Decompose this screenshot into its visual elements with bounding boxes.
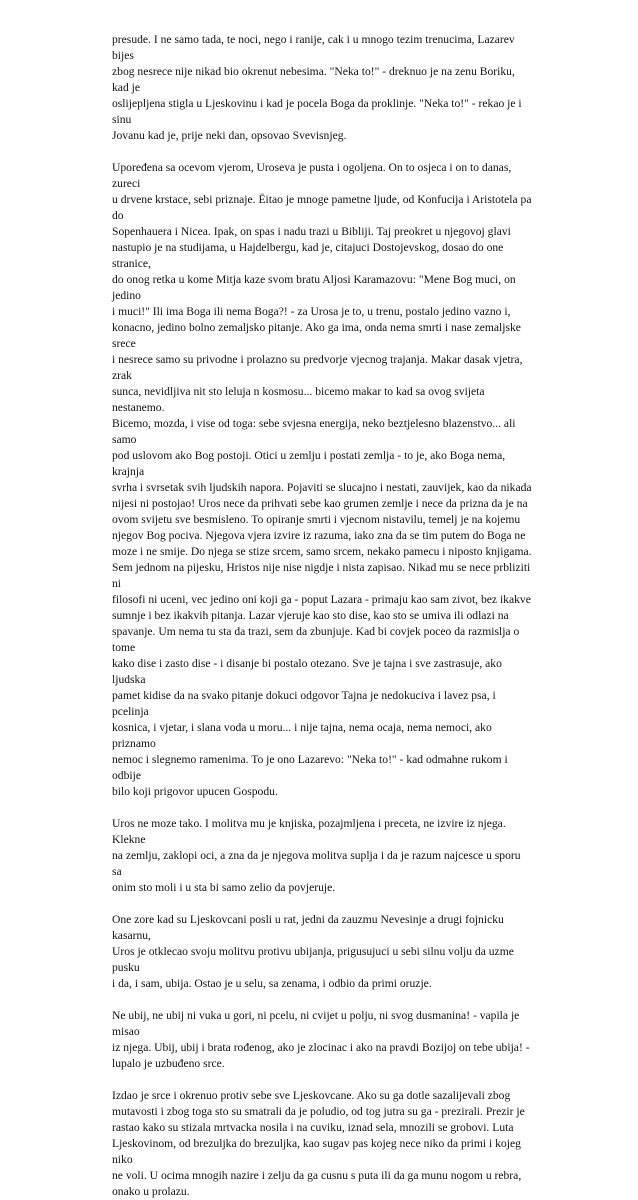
paragraph: Upoređena sa ocevom vjerom, Uroseva je pusta i ogoljena. On to osjeca i on to danas, zureci u drvene krstace, sebi priznaje. Ëitao je mnoge pametne ljude, od Konfucija i Aristotela pa do Sopenhauera i Nicea. Ipak, on spas i nadu trazi u Bibliji. Taj preokret u njegovoj glavi nastupio je na studijama, u Hajdelbergu, kad je, citajuci Dostojevskog, dosao do one stranice, do onog retka u kome Mitja kaze svom bratu Aljosi Karamazovu: "Mene Bog muci, on jedino i muci!" Ili ima Boga ili nema Boga?! - za Urosa je to, u trenu, postalo jedino vazno i, konacno, jedino bolno zemaljsko pitanje. Ako ga ima, onda nema smrti i nase zemaljske srece i nesrece samo su privodne i prolazno su predvorje vjecnog trajanja. Makar dasak vjetra, zrak sunca, nevidljiva nit sto leluja n kosmosu... bicemo makar to kad sa ovog svijeta nestanemo. Bicemo, mozda, i vise od toga: sebe svjesna energija, neko beztjelesno blazenstvo... ali samo pod uslovom ako Bog postoji. Otici u zemlju i postati zemlja - to je, ako Boga nema, krajnja svrha i svrsetak svih ljudskih napora. Pojaviti se slucajno i nestati, zauvijek, kao da nikada nijesi ni postojao! Uros nece da prihvati sebe kao grumen zemlje i nece da prizna da je na ovom svijetu sve besmisleno. To opiranje smrti i vjecnom nistavilu, temelj je na kojemu njegov Bog pociva. Njegova vjera izvire iz razuma, iako zna da se tim putem do Boga ne moze i ne smije. Do njega se stize srcem, samo srcem, nekako pamecu i niposto knjigama. Sem jednom na pijesku, Hristos nije nise nigdje i nista zapisao. Nikad mu se nece prbliziti ni filosofi ni uceni, vec jedino oni koji ga - poput Lazara - primaju kao sam zivot, bez ikakve sumnje i bez ikakvih pitanja. Lazar vjeruje kao sto dise, kao sto se umiva ili odlazi na spavanje. Um nema tu sta da trazi, sem da zbunjuje. Kad bi covjek poceo da razmislja o tome kako dise i zasto dise - i disanje bi postalo otezano. Sve je tajna i sve zastrasuje, ako ljudska pamet kidise da na svako pitanje dokuci odgovor Tajna je nedokuciva i lavez psa, i pcelinja kosnica, i vjetar, i slana voda u moru... i nije tajna, nema ocaja, nema nemoci, ako priznamo nemoc i slegnemo ramenima. To je ono Lazarevo: "Neka to!" - kad odmahne rukom i odbije bilo koji prigovor upucen Gospodu. (112, 161, 532, 798)
paragraph: One zore kad su Ljeskovcani posli u rat, jedni da zauzmu Nevesinje a drugi fojnicku kasarnu, Uros je otklecao svoju molitvu protivu ubijanja, prigusujuci u sebi silnu volju da uzme pusku i da, i sam, ubija. Ostao je u selu, sa zenama, i odbio da primi oruzje. (112, 913, 514, 990)
paragraph: Uros ne moze tako. I molitva mu je knjiska, pozajmljena i preceta, ne izvire iz njega. Klekne na zemlju, zaklopi oci, a zna da je njegova molitva suplja i da je razum najcesce u sporu sa onim sto moli i u sta bi samo zelio da povjeruje. (112, 817, 521, 894)
document-page (112, 32, 532, 1200)
paragraph: presude. I ne samo tada, te noci, nego i ranije, cak i u mnogo tezim trenucima, Lazarev bijes zbog nesrece nije nikad bio okrenut nebesima. "Neka to!" - dreknuo je na zenu Boriku, kad je oslijepljena stigla u Ljeskovinu i kad je pocela Boga da proklinje. "Neka to!" - rekao je i sinu Jovanu kad je, prije neki dan, opsovao Svevisnjeg. (112, 33, 522, 142)
paragraph: Ne ubij, ne ubij ni vuka u gori, ni pcelu, ni cvijet u polju, ni svog dusmanina! - vapila je misao iz njega. Ubij, ubij i brata rođenog, ako je zlocinac i ako na pravdi Bozijoj on tebe ubija! - lupalo je uzbuđeno srce. (112, 1009, 530, 1070)
paragraph: Izdao je srce i okrenuo protiv sebe sve Ljeskovcane. Ako su ga dotle sazalijevali zbog mutavosti i zbog toga sto su smatrali da je poludio, od tog jutra su ga - prezirali. Prezir je rastao kako su stizala mrtvacka nosila i na cuviku, iznad sela, mnozili se grobovi. Luta Ljeskovinom, od brezuljka do brezuljka, kao sugav pas kojeg nece niko da primi i kojeg niko ne voli. U ocima mnogih nazire i zelju da ga cusnu s puta ili da ga munu nogom u rebra, onako u prolazu. (112, 1089, 525, 1198)
